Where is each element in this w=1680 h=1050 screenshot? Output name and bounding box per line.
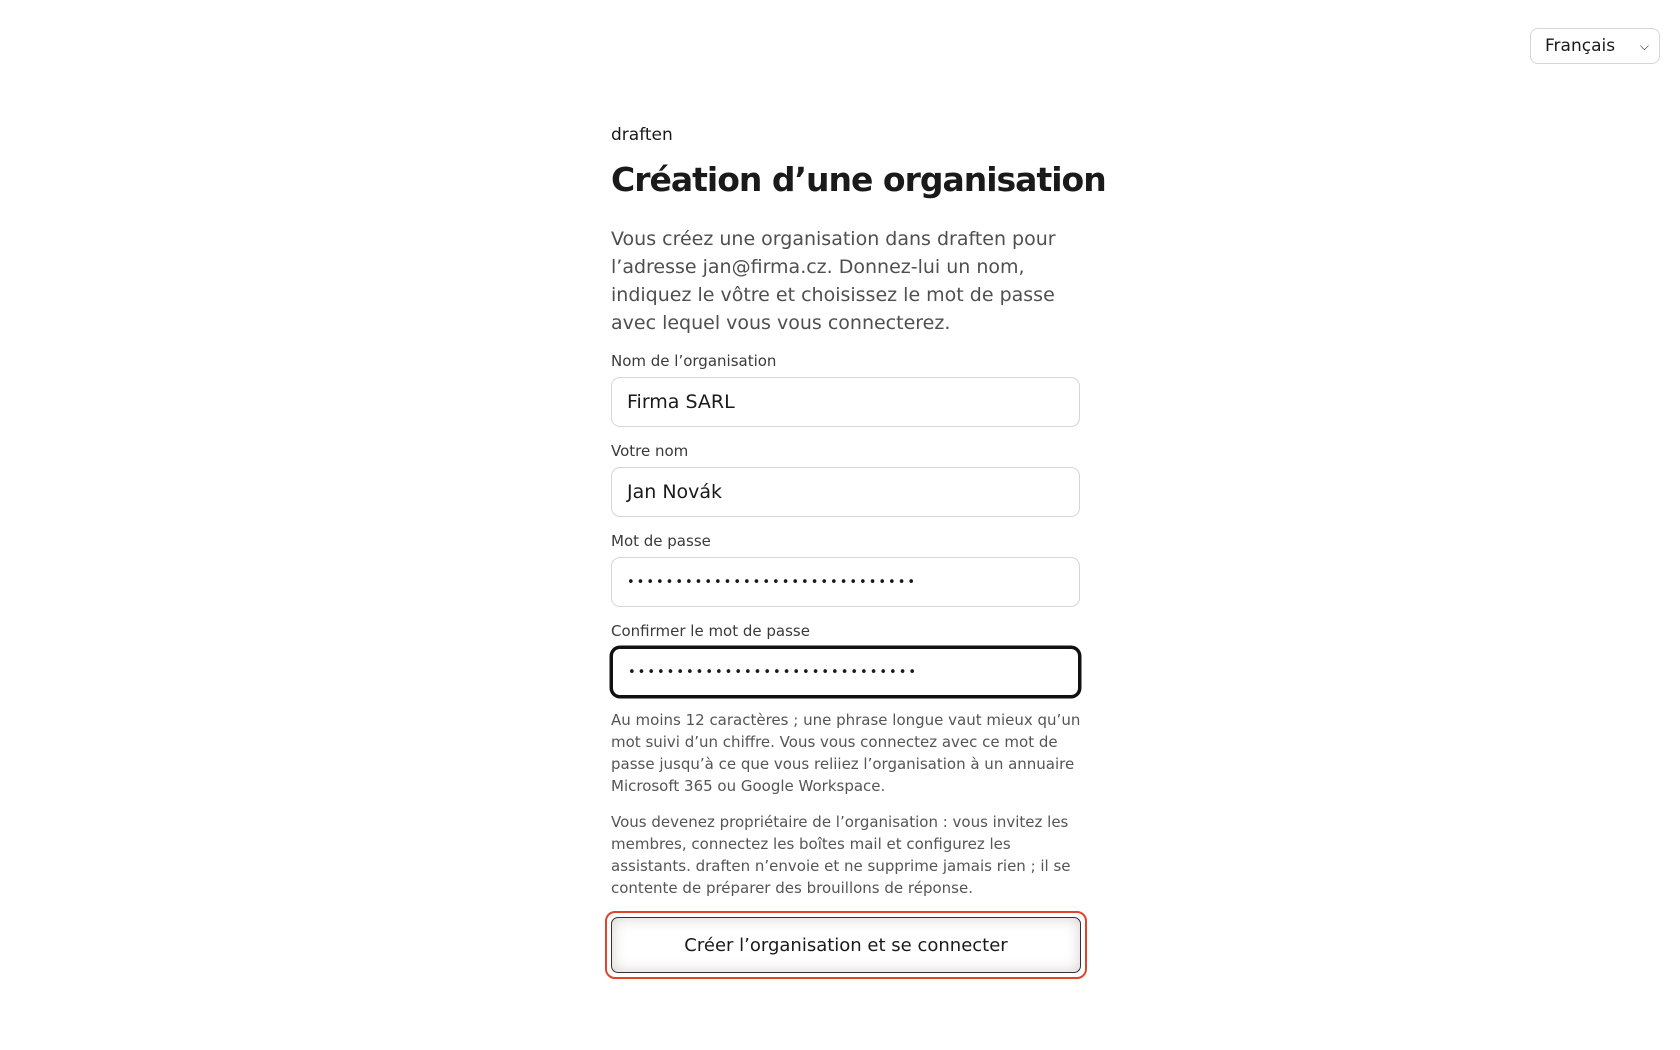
chevron-down-icon: ⌵ — [1639, 38, 1649, 53]
password-hint: Au moins 12 caractères ; une phrase longue vaut mieux qu’un mot suivi d’un chiffre. Vous vous connectez avec ce mot de passe jusqu’à ce que vous reliiez l’organisation à un annuaire Microsoft 365 ou Google Workspace. — [611, 711, 1081, 795]
org-name-input[interactable]: Firma SARL — [611, 377, 1080, 427]
confirm-password-label: Confirmer le mot de passe — [611, 622, 810, 640]
submit-button-highlight — [605, 911, 1087, 979]
your-name-input[interactable]: Jan Novák — [611, 467, 1080, 517]
page-title: Création d’une organisation — [611, 160, 1106, 199]
your-name-field — [611, 441, 1081, 517]
confirm-password-input[interactable]: •••••••••••••••••••••••••••••• — [611, 647, 1080, 697]
password-label: Mot de passe — [611, 532, 711, 550]
intro-text: Vous créez une organisation dans draften pour l’adresse jan@firma.cz. Donnez-lui un nom, indiquez le vôtre et choisissez le mot de passe avec lequel vous vous connecterez. — [611, 228, 1056, 334]
owner-note: Vous devenez propriétaire de l’organisation : vous invitez les membres, connectez les boîtes mail et configurez les assistants. draften n’envoie et ne supprime jamais rien ; il se contente de préparer des brouillons de réponse. — [611, 813, 1071, 897]
language-select-value: Français — [1545, 36, 1616, 56]
password-field — [611, 531, 1081, 607]
org-name-label: Nom de l’organisation — [611, 352, 777, 370]
language-select[interactable] — [1530, 28, 1660, 64]
brand-name: draften — [611, 125, 673, 145]
create-organization-button[interactable]: Créer l’organisation et se connecter — [611, 917, 1081, 973]
password-input[interactable]: •••••••••••••••••••••••••••••• — [611, 557, 1080, 607]
org-name-field — [611, 351, 1081, 427]
confirm-password-field — [611, 621, 1081, 697]
your-name-label: Votre nom — [611, 442, 689, 460]
signup-form-container — [611, 124, 1106, 979]
